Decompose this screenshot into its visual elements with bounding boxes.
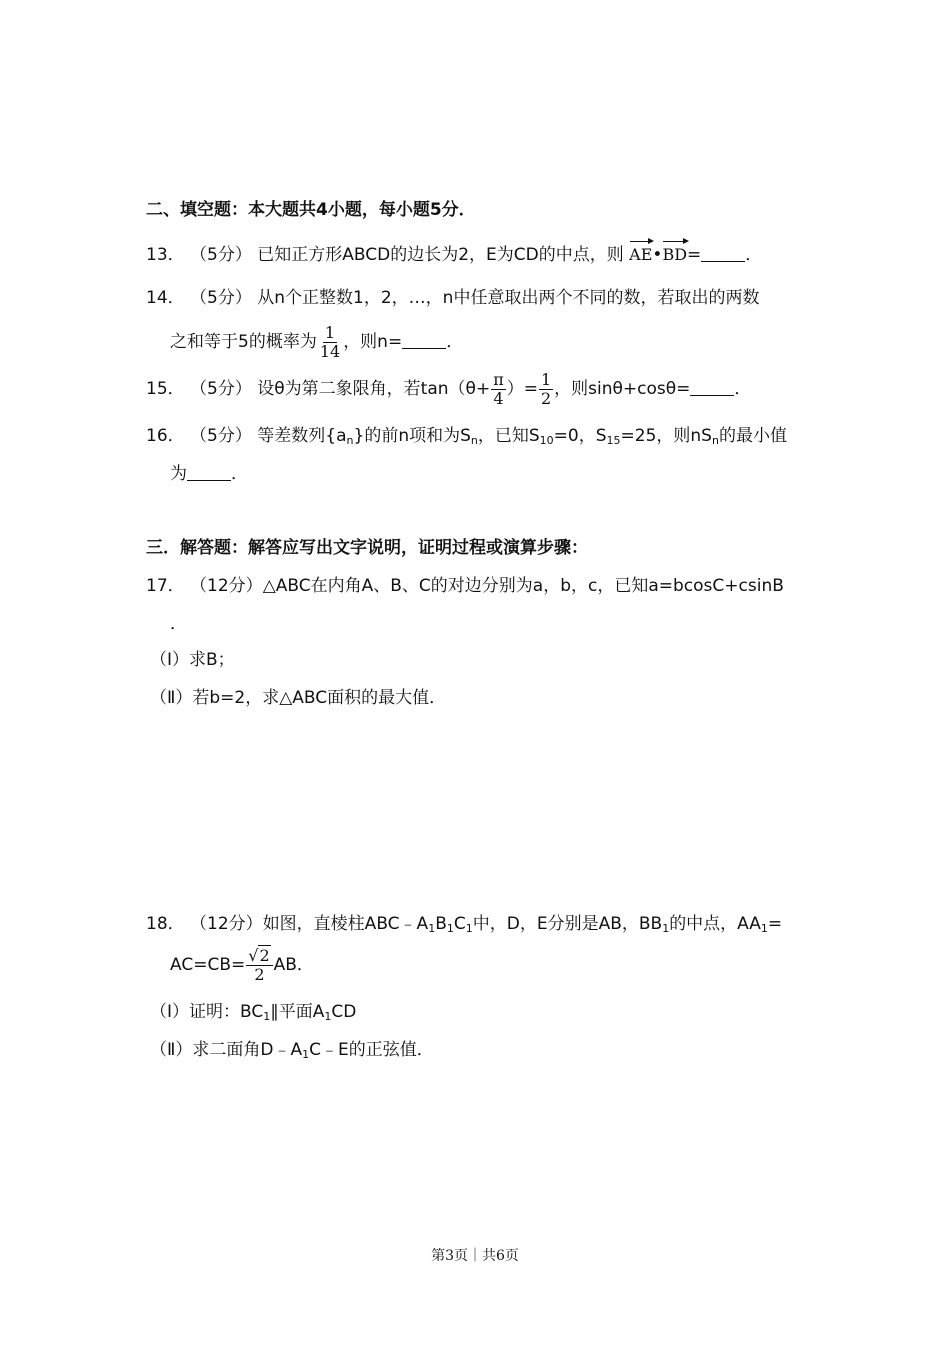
question-13	[146, 243, 762, 267]
question-text: 如图，直棱柱ABC﹣A	[262, 914, 429, 934]
question-18-line2	[170, 945, 314, 985]
question-text-line1: 从n个正整数1，2，…，n中任意取出两个不同的数，若取出的两数	[257, 288, 760, 308]
fraction-numerator: 1	[540, 369, 552, 389]
question-points: （5分）	[190, 379, 252, 399]
question-end: ．	[231, 464, 248, 484]
subscript: 10	[539, 434, 554, 447]
fraction	[318, 324, 342, 361]
answer-blank[interactable]	[701, 245, 745, 262]
subscript: 1	[446, 922, 454, 935]
question-number: 14．	[146, 288, 185, 308]
question-text: 等差数列{a	[257, 426, 347, 446]
question-points: （5分）	[190, 426, 252, 446]
question-text: 的最小值	[718, 426, 787, 446]
question-number: 18．	[146, 914, 185, 934]
question-18-part-2	[150, 1038, 434, 1062]
question-14	[146, 286, 759, 310]
question-points: （12分）	[190, 576, 263, 596]
question-text: 为	[170, 464, 187, 484]
radicand: 2	[259, 945, 270, 965]
question-text: （Ⅱ）求二面角D﹣A	[150, 1040, 303, 1060]
fraction-pi-over-4	[491, 371, 506, 408]
question-points: （5分）	[190, 245, 252, 265]
section-3-heading: 三．解答题：解答应写出文字说明，证明过程或演算步骤：	[146, 538, 588, 558]
question-text: 之和等于5的概率为	[170, 332, 317, 352]
question-18	[146, 912, 782, 936]
question-text: 已知正方形ABCD的边长为2，E为CD的中点，则	[257, 245, 624, 265]
question-number: 17．	[146, 576, 185, 596]
question-18-part-1	[150, 1000, 356, 1024]
question-text: 设θ为第二象限角，若tan（θ+	[257, 379, 491, 399]
fraction-denominator: 14	[319, 341, 341, 361]
subscript: n	[711, 434, 719, 447]
fraction-denominator: 4	[493, 388, 504, 408]
page-footer: 第3页｜共6页	[431, 1248, 519, 1264]
fraction-sqrt2-over-2	[246, 947, 272, 984]
answer-blank[interactable]	[402, 332, 446, 349]
question-text: CD	[331, 1002, 357, 1022]
question-15	[146, 369, 751, 409]
subscript: 15	[606, 434, 621, 447]
answer-blank[interactable]	[690, 379, 734, 396]
equals-sign: =	[687, 245, 702, 265]
question-points: （5分）	[190, 288, 252, 308]
question-text: 中，D，E分别是AB，BB	[472, 914, 663, 934]
fraction-numerator: 1	[324, 322, 336, 342]
vector-ae: AE	[629, 243, 652, 267]
vector-bd: BD	[662, 243, 687, 267]
question-number: 13．	[146, 245, 185, 265]
question-text: AB．	[273, 955, 314, 975]
question-17-period: ．	[170, 614, 187, 634]
question-text: ∥平面A	[270, 1002, 325, 1022]
subscript: n	[470, 434, 478, 447]
answer-blank[interactable]	[187, 464, 231, 481]
question-end: ．	[745, 245, 763, 265]
question-text: C	[453, 914, 466, 934]
question-text: =0，S	[553, 426, 607, 446]
section-2-heading: 二、填空题：本大题共4小题，每小题5分．	[146, 200, 476, 220]
question-text: =	[767, 914, 783, 934]
question-text: （Ⅰ）证明：BC	[150, 1002, 264, 1022]
fraction-numerator	[246, 947, 272, 966]
fraction-numerator: π	[493, 369, 504, 389]
question-17-part-1: （Ⅰ）求B；	[150, 650, 235, 670]
question-text: B	[435, 914, 447, 934]
question-14-line2	[170, 322, 463, 362]
dot-operator: •	[652, 245, 663, 265]
question-text: ）=	[506, 379, 538, 399]
subscript: 1	[428, 922, 436, 935]
question-end: ．	[446, 332, 464, 352]
subscript: 1	[263, 1010, 271, 1023]
question-17-part-2: （Ⅱ）若b=2，求△ABC面积的最大值．	[150, 688, 447, 708]
question-16	[146, 424, 787, 448]
subscript: 1	[302, 1048, 310, 1061]
subscript: 1	[760, 922, 768, 935]
question-number: 15．	[146, 379, 185, 399]
subscript: 1	[324, 1010, 332, 1023]
subscript: 1	[662, 922, 670, 935]
question-text: =25，则nS	[620, 426, 712, 446]
question-end: ．	[734, 379, 752, 399]
question-text: ，已知S	[477, 426, 540, 446]
question-number: 16．	[146, 426, 185, 446]
question-text: AC=CB=	[170, 955, 246, 975]
sqrt-symbol: √	[248, 945, 259, 965]
subscript: 1	[465, 922, 473, 935]
question-points: （12分）	[190, 914, 263, 934]
question-17	[146, 574, 784, 598]
question-text: △ABC在内角A、B、C的对边分别为a，b，c，已知a=bcosC+csinB	[262, 576, 784, 596]
fraction-denominator: 2	[540, 388, 552, 408]
subscript: n	[346, 434, 354, 447]
fraction-denominator: 2	[254, 964, 265, 984]
fraction-one-half	[539, 371, 553, 408]
question-text: 的中点，AA	[669, 914, 761, 934]
question-text: ，则sinθ+cosθ=	[554, 379, 691, 399]
question-16-line2	[170, 462, 248, 486]
question-text: C﹣E的正弦值．	[309, 1040, 434, 1060]
question-text: ，则n=	[343, 332, 403, 352]
question-text: }的前n项和为S	[353, 426, 471, 446]
